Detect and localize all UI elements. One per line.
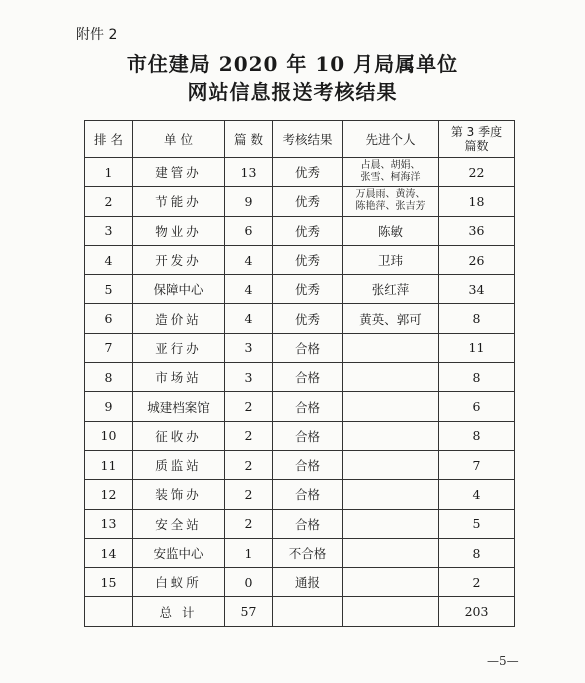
q3-count-cell: 26: [439, 245, 515, 274]
result-cell: 优秀: [273, 245, 343, 274]
total-count: 57: [225, 597, 273, 626]
table-row: [85, 216, 515, 245]
table-row: [85, 333, 515, 362]
q3-count-cell: 2: [439, 568, 515, 597]
advanced-name-line: 张雪、柯海洋: [360, 172, 421, 184]
q3-count-cell: 7: [439, 450, 515, 479]
unit-cell: 建管办: [133, 158, 225, 187]
result-cell: 合格: [273, 509, 343, 538]
q3-count-cell: 4: [439, 480, 515, 509]
rank-cell: 7: [85, 333, 133, 362]
header-advanced: 先进个人: [343, 121, 439, 158]
advanced-cell: [343, 421, 439, 450]
count-cell: 2: [225, 450, 273, 479]
assessment-table: [84, 120, 515, 627]
table-row: [85, 568, 515, 597]
total-rank-cell: [85, 597, 133, 626]
unit-cell: 保障中心: [133, 275, 225, 304]
count-cell: 2: [225, 421, 273, 450]
header-result: 考核结果: [273, 121, 343, 158]
header-q3-line1: 第 3 季度: [450, 125, 503, 139]
rank-cell: 12: [85, 480, 133, 509]
total-advanced-cell: [343, 597, 439, 626]
count-cell: 0: [225, 568, 273, 597]
rank-cell: 9: [85, 392, 133, 421]
page-title-line-2: 网站信息报送考核结果: [187, 80, 398, 104]
table-row: [85, 421, 515, 450]
advanced-name-line: 万晨雨、黄涛、: [355, 189, 426, 201]
advanced-cell: 陈敏: [343, 216, 439, 245]
advanced-cell: [343, 509, 439, 538]
rank-cell: 15: [85, 568, 133, 597]
result-cell: 优秀: [273, 216, 343, 245]
table-row: [85, 450, 515, 479]
count-cell: 4: [225, 275, 273, 304]
q3-count-cell: 5: [439, 509, 515, 538]
unit-cell: 开发办: [133, 245, 225, 274]
count-cell: 13: [225, 158, 273, 187]
count-cell: 1: [225, 538, 273, 567]
result-cell: 优秀: [273, 187, 343, 216]
page-number: —5—: [487, 654, 519, 668]
advanced-cell: 黄英、郭可: [343, 304, 439, 333]
unit-cell: 造价站: [133, 304, 225, 333]
page-title-line-1: 市住建局 2020 年 10 月局属单位: [126, 52, 459, 76]
count-cell: 2: [225, 392, 273, 421]
header-count: 篇 数: [225, 121, 273, 158]
rank-cell: 1: [85, 158, 133, 187]
unit-cell: 亚行办: [133, 333, 225, 362]
unit-cell: 安全站: [133, 509, 225, 538]
table-row: [85, 538, 515, 567]
rank-cell: 6: [85, 304, 133, 333]
rank-cell: 2: [85, 187, 133, 216]
attachment-label: 附件 2: [76, 27, 118, 43]
total-q3: 203: [439, 597, 515, 626]
unit-cell: 安监中心: [133, 538, 225, 567]
table-row: [85, 275, 515, 304]
advanced-cell: [343, 363, 439, 392]
table-row: [85, 363, 515, 392]
result-cell: 合格: [273, 480, 343, 509]
count-cell: 4: [225, 245, 273, 274]
advanced-cell: 卫玮: [343, 245, 439, 274]
unit-cell: 城建档案馆: [133, 392, 225, 421]
q3-count-cell: 34: [439, 275, 515, 304]
unit-cell: 装饰办: [133, 480, 225, 509]
count-cell: 2: [225, 509, 273, 538]
q3-count-cell: 8: [439, 363, 515, 392]
total-row: [85, 597, 515, 626]
q3-count-cell: 18: [439, 187, 515, 216]
total-result-cell: [273, 597, 343, 626]
unit-cell: 征收办: [133, 421, 225, 450]
table-header-row: [85, 121, 515, 158]
result-cell: 合格: [273, 363, 343, 392]
unit-cell: 物业办: [133, 216, 225, 245]
header-q3: [439, 121, 515, 158]
q3-count-cell: 11: [439, 333, 515, 362]
rank-cell: 14: [85, 538, 133, 567]
rank-cell: 10: [85, 421, 133, 450]
table-row: [85, 187, 515, 216]
header-rank: 排 名: [85, 121, 133, 158]
result-cell: 优秀: [273, 275, 343, 304]
result-cell: 合格: [273, 421, 343, 450]
table-row: [85, 245, 515, 274]
unit-cell: 市场站: [133, 363, 225, 392]
q3-count-cell: 8: [439, 538, 515, 567]
rank-cell: 4: [85, 245, 133, 274]
advanced-cell: [343, 392, 439, 421]
advanced-cell: [343, 158, 439, 187]
advanced-cell: [343, 538, 439, 567]
total-label: 总 计: [133, 597, 225, 626]
count-cell: 3: [225, 333, 273, 362]
advanced-name-line: 占晨、胡娟、: [360, 160, 421, 172]
advanced-cell: [343, 333, 439, 362]
advanced-cell: [343, 568, 439, 597]
q3-count-cell: 22: [439, 158, 515, 187]
result-cell: 合格: [273, 450, 343, 479]
rank-cell: 5: [85, 275, 133, 304]
result-cell: 合格: [273, 392, 343, 421]
advanced-name-line: 陈艳萍、张吉芳: [355, 201, 426, 213]
rank-cell: 8: [85, 363, 133, 392]
q3-count-cell: 8: [439, 421, 515, 450]
q3-count-cell: 8: [439, 304, 515, 333]
count-cell: 3: [225, 363, 273, 392]
unit-cell: 白蚁所: [133, 568, 225, 597]
advanced-cell: [343, 187, 439, 216]
count-cell: 4: [225, 304, 273, 333]
advanced-cell: 张红萍: [343, 275, 439, 304]
unit-cell: 节能办: [133, 187, 225, 216]
advanced-cell: [343, 450, 439, 479]
table-row: [85, 480, 515, 509]
result-cell: 优秀: [273, 158, 343, 187]
result-cell: 不合格: [273, 538, 343, 567]
rank-cell: 13: [85, 509, 133, 538]
header-unit: 单 位: [133, 121, 225, 158]
header-q3-line2: 篇数: [464, 139, 489, 153]
result-cell: 合格: [273, 333, 343, 362]
q3-count-cell: 36: [439, 216, 515, 245]
table-row: [85, 304, 515, 333]
rank-cell: 3: [85, 216, 133, 245]
rank-cell: 11: [85, 450, 133, 479]
q3-count-cell: 6: [439, 392, 515, 421]
table-row: [85, 509, 515, 538]
count-cell: 2: [225, 480, 273, 509]
advanced-cell: [343, 480, 439, 509]
result-cell: 通报: [273, 568, 343, 597]
unit-cell: 质监站: [133, 450, 225, 479]
count-cell: 6: [225, 216, 273, 245]
count-cell: 9: [225, 187, 273, 216]
table-row: [85, 158, 515, 187]
result-cell: 优秀: [273, 304, 343, 333]
table-row: [85, 392, 515, 421]
